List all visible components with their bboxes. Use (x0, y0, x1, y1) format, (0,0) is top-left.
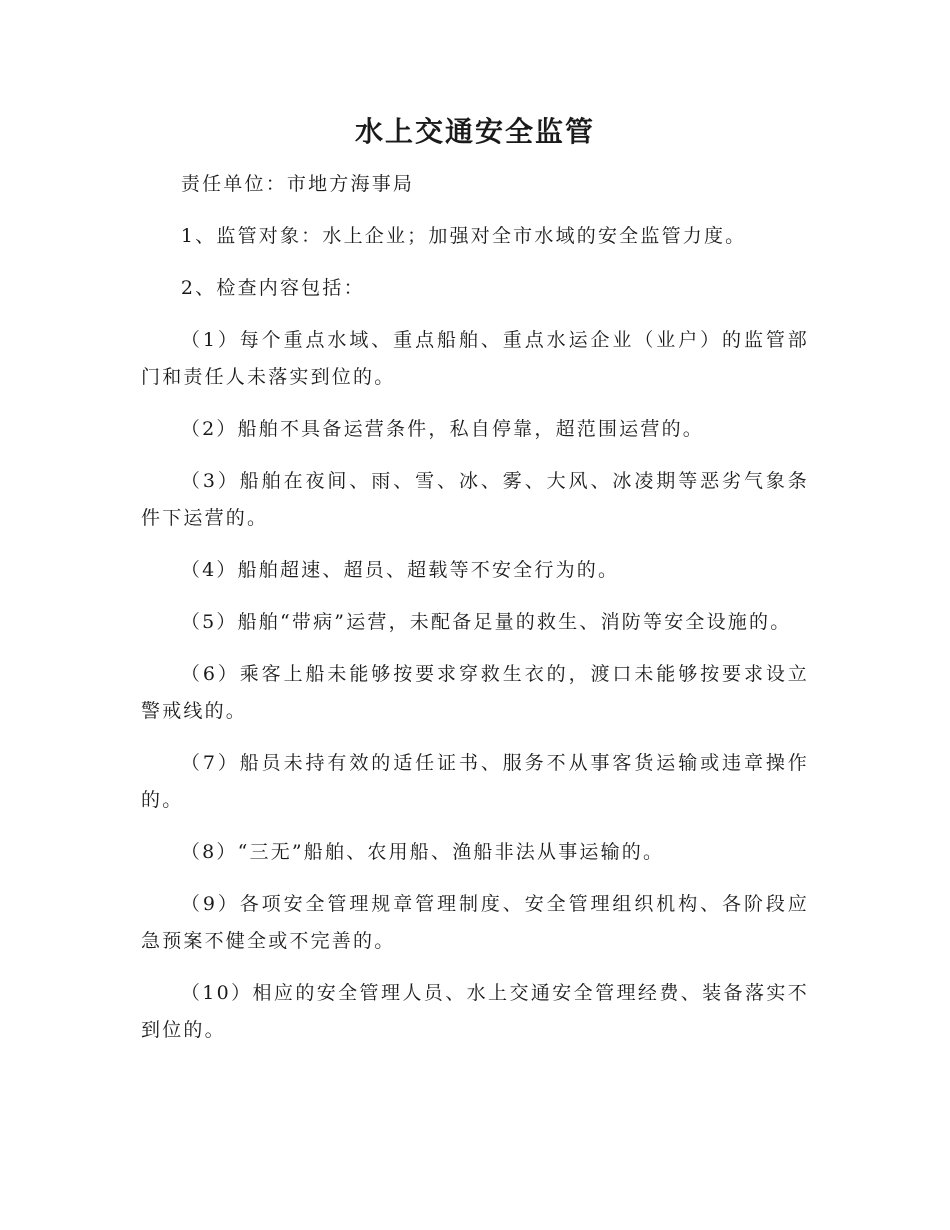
inspection-item-9: （9）各项安全管理规章管理制度、安全管理组织机构、各阶段应急预案不健全或不完善的。 (141, 893, 809, 952)
supervision-target: 1、监管对象：水上企业；加强对全市水域的安全监管力度。 (180, 225, 747, 247)
inspection-heading: 2、检查内容包括： (180, 277, 365, 299)
inspection-item-2: （2）船舶不具备运营条件，私自停靠，超范围运营的。 (180, 418, 704, 440)
inspection-item-6: （6）乘客上船未能够按要求穿救生衣的，渡口未能够按要求设立警戒线的。 (141, 663, 809, 722)
inspection-item-10: （10）相应的安全管理人员、水上交通安全管理经费、装备落实不到位的。 (141, 982, 809, 1041)
inspection-item-5: （5）船舶“带病”运营，未配备足量的救生、消防等安全设施的。 (180, 611, 792, 633)
inspection-item-1: （1）每个重点水域、重点船舶、重点水运企业（业户）的监管部门和责任人未落实到位的。 (141, 329, 809, 388)
inspection-item-7: （7）船员未持有效的适任证书、服务不从事客货运输或违章操作的。 (141, 752, 809, 811)
inspection-item-4: （4）船舶超速、超员、超载等不安全行为的。 (180, 559, 620, 581)
inspection-item-8: （8）“三无”船舶、农用船、渔船非法从事运输的。 (180, 841, 665, 863)
document-title: 水上交通安全监管 (354, 115, 595, 148)
inspection-item-3: （3）船舶在夜间、雨、雪、冰、雾、大风、冰凌期等恶劣气象条件下运营的。 (141, 470, 809, 529)
responsible-unit: 责任单位：市地方海事局 (180, 173, 415, 195)
document-body (141, 166, 809, 1049)
